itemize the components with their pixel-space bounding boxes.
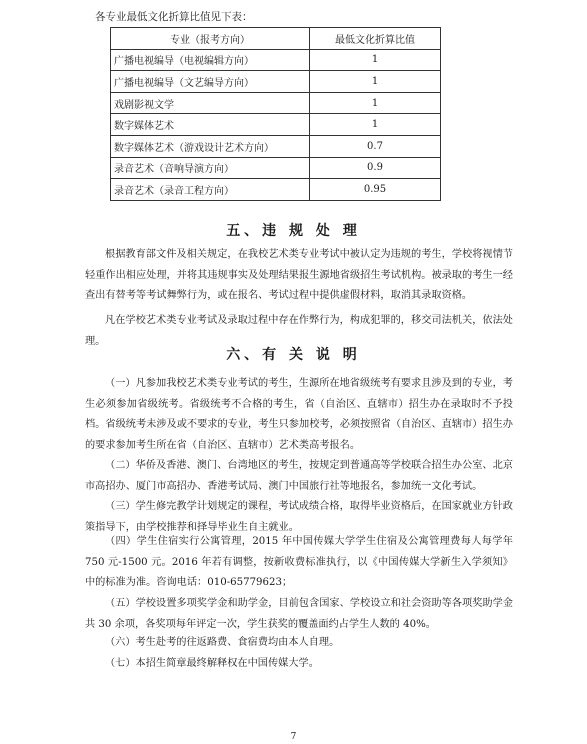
ratio-cell: 1: [310, 114, 441, 136]
major-cell: 戏剧影视文学: [111, 92, 310, 114]
table-row: [111, 114, 441, 136]
ratio-cell: 0.7: [310, 135, 441, 157]
major-cell: 广播电视编导（文艺编导方向）: [111, 71, 310, 93]
table-row: [111, 157, 441, 179]
page-number: 7: [290, 732, 297, 742]
major-cell: 数字媒体艺术（游戏设计艺术方向）: [111, 135, 310, 157]
major-cell: 广播电视编导（电视编辑方向）: [111, 49, 310, 71]
violations-paragraph-1: 根据教育部文件及相关规定，在我校艺术类专业考试中被认定为违规的考生，学校将视情节轻重作出相应处理，并将其违规事实及处理结果报生源地省级招生考试机构。被录取的考生一经查出有替考等考试舞弊行为，或在报名、考试过程中提供虚假材料，取消其录取资格。: [85, 249, 513, 302]
note-item-7: （七）本招生简章最终解释权在中国传媒大学。: [105, 658, 319, 669]
table-intro: 各专业最低文化折算比值见下表：: [95, 11, 253, 23]
section-heading-violations: 五、违 规 处 理: [226, 223, 361, 239]
major-cell: 录音艺术（音响导演方向）: [111, 157, 310, 179]
section-heading-notes: 六、有 关 说 明: [226, 347, 361, 363]
major-cell: 数字媒体艺术: [111, 114, 310, 136]
note-item-2: （二）华侨及香港、澳门、台湾地区的考生，按规定到普通高等学校联合招生办公室、北京市高招办、厦门市高招办、香港考试局、澳门中国旅行社等地报名，参加统一文化考试。: [85, 460, 513, 492]
header-ratio: 最低文化折算比值: [310, 28, 441, 50]
note-item-4: （四）学生住宿实行公寓管理，2015 年中国传媒大学学生住宿及公寓管理费每人每学年 750 元-1500 元。2016 年若有调整，按新收费标准执行，以《中国传媒大学新生入学须知》中的标准为准。咨询电话：010-65779623；: [85, 536, 513, 589]
table-row: [111, 92, 441, 114]
table-row: [111, 135, 441, 157]
note-item-3: （三）学生修完教学计划规定的课程，考试成绩合格，取得毕业资格后，在国家就业方针政策指导下，由学校推荐和择导毕业生自主就业。: [85, 501, 513, 533]
ratio-table: [110, 27, 441, 201]
ratio-cell: 0.95: [310, 179, 441, 201]
ratio-cell: 1: [310, 92, 441, 114]
note-item-6: （六）考生赴考的往返路费、食宿费均由本人自理。: [105, 637, 340, 648]
table-row: [111, 49, 441, 71]
violations-paragraph-2: 凡在学校艺术类专业考试及录取过程中存在作弊行为，构成犯罪的，移交司法机关，依法处理。: [85, 315, 513, 347]
table-header-row: [111, 28, 441, 50]
ratio-cell: 0.9: [310, 157, 441, 179]
note-item-1: （一）凡参加我校艺术类专业考试的考生，生源所在地省级统考有要求且涉及到的专业，考生必须参加省级统考。省级统考不合格的考生，省（自治区、直辖市）招生办在录取时不予投档。省级统考未涉及或不要求的专业，考生只参加校考，必须按照省（自治区、直辖市）招生办的要求参加考生所在省（自治区、直辖市）艺术类高考报名。: [85, 378, 513, 451]
ratio-cell: 1: [310, 71, 441, 93]
table-row: [111, 71, 441, 93]
table-row: [111, 179, 441, 201]
ratio-cell: 1: [310, 49, 441, 71]
header-major: 专业（报考方向）: [111, 28, 310, 50]
major-cell: 录音艺术（录音工程方向）: [111, 179, 310, 201]
note-item-5: （五）学校设置多项奖学金和助学金，目前包含国家、学校设立和社会资助等各项奖助学金共 30 余项，各奖项每年评定一次，学生获奖的覆盖面约占学生人数的 40%。: [85, 598, 513, 630]
